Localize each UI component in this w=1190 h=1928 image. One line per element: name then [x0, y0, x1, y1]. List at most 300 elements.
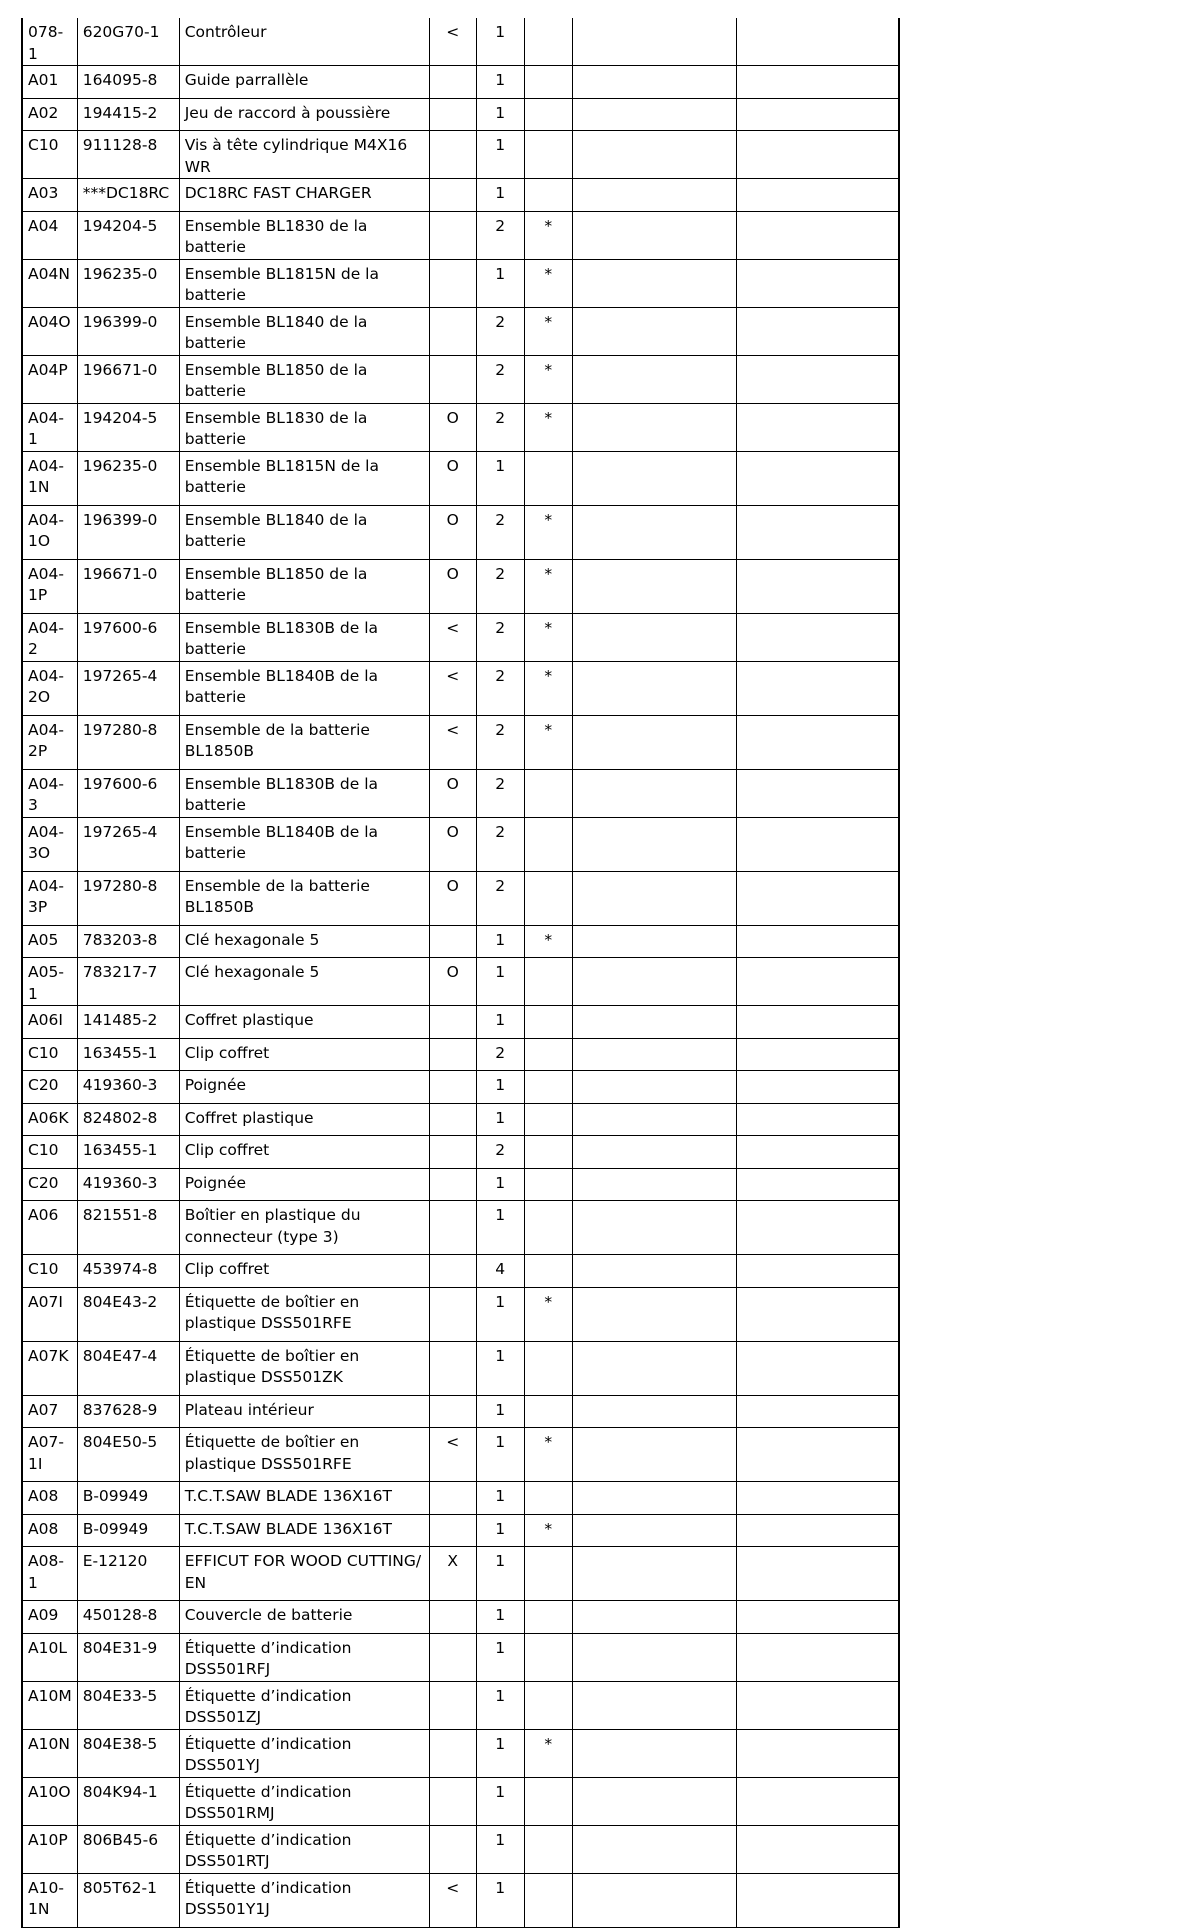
description-cell: Poignée — [179, 1168, 429, 1201]
item-number-cell: A06K — [22, 1103, 77, 1136]
description-cell: T.C.T.SAW BLADE 136X16T — [179, 1514, 429, 1547]
extra-cell-1 — [572, 715, 736, 769]
item-number-cell: A06I — [22, 1006, 77, 1039]
quantity-cell: 1 — [476, 451, 524, 505]
table-row — [22, 661, 899, 715]
note-cell — [429, 307, 476, 355]
note-cell — [429, 1103, 476, 1136]
part-number-cell: 783217-7 — [77, 958, 179, 1006]
quantity-cell: 2 — [476, 715, 524, 769]
extra-cell-1 — [572, 871, 736, 925]
table-row — [22, 613, 899, 661]
description-cell: Ensemble BL1850 de la batterie — [179, 559, 429, 613]
part-number-cell: B-09949 — [77, 1482, 179, 1515]
extra-cell-1 — [572, 1873, 736, 1927]
quantity-cell: 1 — [476, 131, 524, 179]
quantity-cell: 1 — [476, 66, 524, 99]
flag-cell: * — [524, 1428, 572, 1482]
description-cell: Étiquette d’indication DSS501RMJ — [179, 1777, 429, 1825]
extra-cell-2 — [736, 1482, 899, 1515]
item-number-cell: A04-1P — [22, 559, 77, 613]
table-row — [22, 1601, 899, 1634]
flag-cell: * — [524, 661, 572, 715]
item-number-cell: A04-1O — [22, 505, 77, 559]
table-row — [22, 1514, 899, 1547]
item-number-cell: A04-3P — [22, 871, 77, 925]
flag-cell — [524, 451, 572, 505]
extra-cell-2 — [736, 259, 899, 307]
item-number-cell: C10 — [22, 1136, 77, 1169]
extra-cell-2 — [736, 451, 899, 505]
table-row — [22, 1395, 899, 1428]
extra-cell-2 — [736, 1681, 899, 1729]
note-cell: X — [429, 1547, 476, 1601]
part-number-cell: 804E31-9 — [77, 1633, 179, 1681]
description-cell: Ensemble BL1840 de la batterie — [179, 505, 429, 559]
item-number-cell: 078-1 — [22, 18, 77, 66]
table-row — [22, 1255, 899, 1288]
table-row — [22, 211, 899, 259]
description-cell: Ensemble BL1840B de la batterie — [179, 817, 429, 871]
item-number-cell: A10M — [22, 1681, 77, 1729]
table-row — [22, 1201, 899, 1255]
table-row — [22, 66, 899, 99]
flag-cell — [524, 769, 572, 817]
extra-cell-2 — [736, 661, 899, 715]
flag-cell — [524, 871, 572, 925]
part-number-cell: 197280-8 — [77, 715, 179, 769]
table-row — [22, 18, 899, 66]
table-row — [22, 559, 899, 613]
extra-cell-1 — [572, 1103, 736, 1136]
flag-cell — [524, 1482, 572, 1515]
note-cell — [429, 1482, 476, 1515]
item-number-cell: A10N — [22, 1729, 77, 1777]
part-number-cell: 196235-0 — [77, 451, 179, 505]
quantity-cell: 1 — [476, 1341, 524, 1395]
part-number-cell: E-12120 — [77, 1547, 179, 1601]
part-number-cell: 194204-5 — [77, 211, 179, 259]
item-number-cell: A06 — [22, 1201, 77, 1255]
item-number-cell: A09 — [22, 1601, 77, 1634]
extra-cell-2 — [736, 1103, 899, 1136]
note-cell: O — [429, 871, 476, 925]
flag-cell — [524, 1825, 572, 1873]
table-row — [22, 451, 899, 505]
item-number-cell: A07-1I — [22, 1428, 77, 1482]
quantity-cell: 2 — [476, 403, 524, 451]
description-cell: Jeu de raccord à poussière — [179, 98, 429, 131]
extra-cell-2 — [736, 958, 899, 1006]
extra-cell-2 — [736, 1601, 899, 1634]
extra-cell-1 — [572, 1395, 736, 1428]
extra-cell-1 — [572, 1547, 736, 1601]
part-number-cell: 194204-5 — [77, 403, 179, 451]
part-number-cell: 821551-8 — [77, 1201, 179, 1255]
flag-cell: * — [524, 559, 572, 613]
extra-cell-1 — [572, 131, 736, 179]
extra-cell-1 — [572, 1168, 736, 1201]
table-row — [22, 1633, 899, 1681]
part-number-cell: 804E33-5 — [77, 1681, 179, 1729]
quantity-cell: 1 — [476, 1395, 524, 1428]
item-number-cell: A10O — [22, 1777, 77, 1825]
flag-cell: * — [524, 355, 572, 403]
quantity-cell: 1 — [476, 1514, 524, 1547]
quantity-cell: 1 — [476, 1601, 524, 1634]
table-row — [22, 1071, 899, 1104]
parts-table — [21, 18, 900, 1928]
extra-cell-2 — [736, 613, 899, 661]
extra-cell-1 — [572, 179, 736, 212]
quantity-cell: 1 — [476, 259, 524, 307]
extra-cell-1 — [572, 1071, 736, 1104]
description-cell: Étiquette d’indication DSS501YJ — [179, 1729, 429, 1777]
table-row — [22, 1777, 899, 1825]
part-number-cell: 196235-0 — [77, 259, 179, 307]
extra-cell-2 — [736, 1428, 899, 1482]
flag-cell — [524, 1103, 572, 1136]
flag-cell — [524, 817, 572, 871]
description-cell: Clé hexagonale 5 — [179, 958, 429, 1006]
extra-cell-2 — [736, 871, 899, 925]
flag-cell — [524, 1006, 572, 1039]
description-cell: Étiquette d’indication DSS501ZJ — [179, 1681, 429, 1729]
item-number-cell: A04-3 — [22, 769, 77, 817]
quantity-cell: 1 — [476, 1729, 524, 1777]
item-number-cell: A08-1 — [22, 1547, 77, 1601]
table-row — [22, 131, 899, 179]
flag-cell — [524, 1601, 572, 1634]
table-row — [22, 958, 899, 1006]
item-number-cell: C10 — [22, 1255, 77, 1288]
note-cell — [429, 925, 476, 958]
quantity-cell: 2 — [476, 211, 524, 259]
flag-cell: * — [524, 1729, 572, 1777]
part-number-cell: 197600-6 — [77, 769, 179, 817]
quantity-cell: 1 — [476, 1681, 524, 1729]
extra-cell-2 — [736, 715, 899, 769]
extra-cell-1 — [572, 1482, 736, 1515]
flag-cell — [524, 1873, 572, 1927]
part-number-cell: 197265-4 — [77, 661, 179, 715]
quantity-cell: 2 — [476, 559, 524, 613]
extra-cell-2 — [736, 66, 899, 99]
extra-cell-1 — [572, 1777, 736, 1825]
extra-cell-1 — [572, 1514, 736, 1547]
note-cell: O — [429, 559, 476, 613]
note-cell — [429, 1038, 476, 1071]
part-number-cell: 141485-2 — [77, 1006, 179, 1039]
extra-cell-2 — [736, 179, 899, 212]
quantity-cell: 1 — [476, 1482, 524, 1515]
flag-cell: * — [524, 307, 572, 355]
flag-cell — [524, 1681, 572, 1729]
description-cell: Boîtier en plastique du connecteur (type 3) — [179, 1201, 429, 1255]
part-number-cell: 911128-8 — [77, 131, 179, 179]
note-cell: O — [429, 403, 476, 451]
item-number-cell: C20 — [22, 1168, 77, 1201]
quantity-cell: 2 — [476, 613, 524, 661]
note-cell — [429, 66, 476, 99]
flag-cell: * — [524, 613, 572, 661]
note-cell — [429, 1777, 476, 1825]
quantity-cell: 1 — [476, 1287, 524, 1341]
description-cell: Guide parrallèle — [179, 66, 429, 99]
extra-cell-1 — [572, 1038, 736, 1071]
note-cell — [429, 1136, 476, 1169]
extra-cell-2 — [736, 1777, 899, 1825]
description-cell: Étiquette d’indication DSS501RTJ — [179, 1825, 429, 1873]
note-cell: < — [429, 18, 476, 66]
quantity-cell: 2 — [476, 1038, 524, 1071]
item-number-cell: A01 — [22, 66, 77, 99]
table-row — [22, 1428, 899, 1482]
description-cell: Étiquette de boîtier en plastique DSS501RFE — [179, 1287, 429, 1341]
description-cell: EFFICUT FOR WOOD CUTTING/ EN — [179, 1547, 429, 1601]
quantity-cell: 2 — [476, 769, 524, 817]
extra-cell-2 — [736, 1825, 899, 1873]
extra-cell-1 — [572, 1601, 736, 1634]
item-number-cell: C20 — [22, 1071, 77, 1104]
item-number-cell: A04-2P — [22, 715, 77, 769]
quantity-cell: 2 — [476, 355, 524, 403]
extra-cell-2 — [736, 1633, 899, 1681]
extra-cell-2 — [736, 1395, 899, 1428]
note-cell: < — [429, 613, 476, 661]
description-cell: Ensemble BL1850 de la batterie — [179, 355, 429, 403]
part-number-cell: 804K94-1 — [77, 1777, 179, 1825]
item-number-cell: A05-1 — [22, 958, 77, 1006]
flag-cell — [524, 179, 572, 212]
table-row — [22, 1547, 899, 1601]
table-row — [22, 1038, 899, 1071]
flag-cell — [524, 131, 572, 179]
description-cell: DC18RC FAST CHARGER — [179, 179, 429, 212]
extra-cell-2 — [736, 505, 899, 559]
note-cell — [429, 1395, 476, 1428]
item-number-cell: A08 — [22, 1482, 77, 1515]
flag-cell — [524, 1168, 572, 1201]
note-cell — [429, 1201, 476, 1255]
item-number-cell: A04P — [22, 355, 77, 403]
flag-cell — [524, 1633, 572, 1681]
item-number-cell: A02 — [22, 98, 77, 131]
description-cell: Clé hexagonale 5 — [179, 925, 429, 958]
extra-cell-2 — [736, 1341, 899, 1395]
part-number-cell: ***DC18RC — [77, 179, 179, 212]
item-number-cell: A10-1N — [22, 1873, 77, 1927]
table-row — [22, 505, 899, 559]
description-cell: Ensemble de la batterie BL1850B — [179, 715, 429, 769]
item-number-cell: A04-2O — [22, 661, 77, 715]
part-number-cell: 804E38-5 — [77, 1729, 179, 1777]
flag-cell: * — [524, 505, 572, 559]
quantity-cell: 1 — [476, 18, 524, 66]
table-row — [22, 403, 899, 451]
extra-cell-1 — [572, 259, 736, 307]
table-row — [22, 1482, 899, 1515]
description-cell: Coffret plastique — [179, 1006, 429, 1039]
extra-cell-1 — [572, 559, 736, 613]
quantity-cell: 1 — [476, 1168, 524, 1201]
extra-cell-1 — [572, 661, 736, 715]
note-cell: O — [429, 817, 476, 871]
part-number-cell: 805T62-1 — [77, 1873, 179, 1927]
flag-cell — [524, 18, 572, 66]
extra-cell-2 — [736, 1255, 899, 1288]
item-number-cell: A04-2 — [22, 613, 77, 661]
part-number-cell: 196399-0 — [77, 505, 179, 559]
part-number-cell: 197265-4 — [77, 817, 179, 871]
note-cell: < — [429, 1873, 476, 1927]
flag-cell: * — [524, 211, 572, 259]
extra-cell-2 — [736, 211, 899, 259]
extra-cell-1 — [572, 98, 736, 131]
part-number-cell: 163455-1 — [77, 1038, 179, 1071]
extra-cell-2 — [736, 1071, 899, 1104]
description-cell: Étiquette d’indication DSS501RFJ — [179, 1633, 429, 1681]
extra-cell-2 — [736, 18, 899, 66]
note-cell — [429, 1729, 476, 1777]
part-number-cell: 806B45-6 — [77, 1825, 179, 1873]
quantity-cell: 1 — [476, 1825, 524, 1873]
item-number-cell: A04-3O — [22, 817, 77, 871]
table-row — [22, 179, 899, 212]
note-cell — [429, 1681, 476, 1729]
description-cell: Étiquette de boîtier en plastique DSS501ZK — [179, 1341, 429, 1395]
extra-cell-2 — [736, 1729, 899, 1777]
quantity-cell: 4 — [476, 1255, 524, 1288]
item-number-cell: A04-1 — [22, 403, 77, 451]
description-cell: T.C.T.SAW BLADE 136X16T — [179, 1482, 429, 1515]
note-cell: O — [429, 958, 476, 1006]
note-cell: < — [429, 661, 476, 715]
part-number-cell: 837628-9 — [77, 1395, 179, 1428]
extra-cell-2 — [736, 131, 899, 179]
extra-cell-1 — [572, 1255, 736, 1288]
note-cell — [429, 1633, 476, 1681]
extra-cell-2 — [736, 1514, 899, 1547]
part-number-cell: 804E47-4 — [77, 1341, 179, 1395]
table-row — [22, 1873, 899, 1927]
note-cell — [429, 1514, 476, 1547]
note-cell — [429, 1601, 476, 1634]
quantity-cell: 2 — [476, 661, 524, 715]
item-number-cell: A04-1N — [22, 451, 77, 505]
table-row — [22, 1729, 899, 1777]
item-number-cell: A04N — [22, 259, 77, 307]
item-number-cell: A07I — [22, 1287, 77, 1341]
extra-cell-2 — [736, 925, 899, 958]
part-number-cell: 804E43-2 — [77, 1287, 179, 1341]
description-cell: Plateau intérieur — [179, 1395, 429, 1428]
note-cell — [429, 1255, 476, 1288]
extra-cell-2 — [736, 1168, 899, 1201]
quantity-cell: 1 — [476, 179, 524, 212]
extra-cell-2 — [736, 98, 899, 131]
item-number-cell: A04O — [22, 307, 77, 355]
extra-cell-1 — [572, 211, 736, 259]
quantity-cell: 1 — [476, 1103, 524, 1136]
description-cell: Vis à tête cylindrique M4X16 WR — [179, 131, 429, 179]
extra-cell-1 — [572, 1825, 736, 1873]
table-row — [22, 1006, 899, 1039]
quantity-cell: 1 — [476, 98, 524, 131]
note-cell — [429, 355, 476, 403]
extra-cell-1 — [572, 1428, 736, 1482]
flag-cell — [524, 1136, 572, 1169]
flag-cell: * — [524, 259, 572, 307]
table-row — [22, 98, 899, 131]
note-cell — [429, 179, 476, 212]
extra-cell-2 — [736, 1038, 899, 1071]
extra-cell-2 — [736, 307, 899, 355]
extra-cell-1 — [572, 769, 736, 817]
description-cell: Ensemble BL1830B de la batterie — [179, 769, 429, 817]
quantity-cell: 1 — [476, 1873, 524, 1927]
table-row — [22, 307, 899, 355]
note-cell — [429, 1825, 476, 1873]
quantity-cell: 1 — [476, 1777, 524, 1825]
quantity-cell: 2 — [476, 817, 524, 871]
flag-cell — [524, 1201, 572, 1255]
part-number-cell: 419360-3 — [77, 1071, 179, 1104]
note-cell — [429, 259, 476, 307]
note-cell — [429, 211, 476, 259]
description-cell: Étiquette d’indication DSS501Y1J — [179, 1873, 429, 1927]
description-cell: Étiquette de boîtier en plastique DSS501RFE — [179, 1428, 429, 1482]
table-row — [22, 817, 899, 871]
flag-cell — [524, 1038, 572, 1071]
part-number-cell: 194415-2 — [77, 98, 179, 131]
item-number-cell: A07 — [22, 1395, 77, 1428]
description-cell: Couvercle de batterie — [179, 1601, 429, 1634]
table-row — [22, 259, 899, 307]
note-cell — [429, 98, 476, 131]
extra-cell-1 — [572, 66, 736, 99]
description-cell: Ensemble BL1830B de la batterie — [179, 613, 429, 661]
part-number-cell: 196671-0 — [77, 559, 179, 613]
quantity-cell: 1 — [476, 1547, 524, 1601]
description-cell: Contrôleur — [179, 18, 429, 66]
note-cell — [429, 1341, 476, 1395]
extra-cell-2 — [736, 1547, 899, 1601]
flag-cell — [524, 1547, 572, 1601]
flag-cell — [524, 1395, 572, 1428]
quantity-cell: 1 — [476, 958, 524, 1006]
part-number-cell: 804E50-5 — [77, 1428, 179, 1482]
extra-cell-2 — [736, 559, 899, 613]
note-cell — [429, 1287, 476, 1341]
description-cell: Ensemble BL1840 de la batterie — [179, 307, 429, 355]
flag-cell — [524, 98, 572, 131]
part-number-cell: 197600-6 — [77, 613, 179, 661]
flag-cell — [524, 958, 572, 1006]
part-number-cell: 164095-8 — [77, 66, 179, 99]
item-number-cell: A07K — [22, 1341, 77, 1395]
extra-cell-1 — [572, 451, 736, 505]
quantity-cell: 2 — [476, 307, 524, 355]
flag-cell — [524, 1255, 572, 1288]
extra-cell-1 — [572, 1633, 736, 1681]
extra-cell-1 — [572, 1006, 736, 1039]
flag-cell — [524, 1777, 572, 1825]
table-row — [22, 1287, 899, 1341]
part-number-cell: 783203-8 — [77, 925, 179, 958]
part-number-cell: 620G70-1 — [77, 18, 179, 66]
flag-cell: * — [524, 403, 572, 451]
